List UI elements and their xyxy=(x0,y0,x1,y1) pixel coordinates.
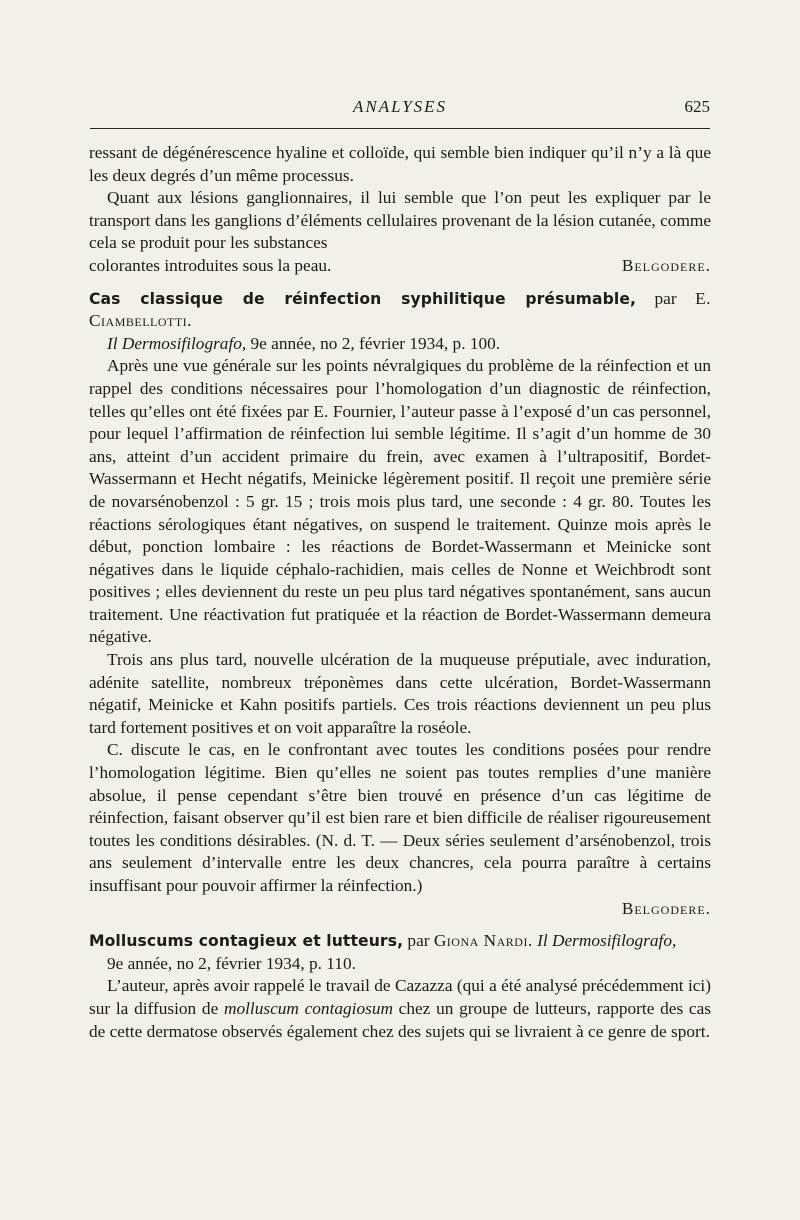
entry-title: Molluscums contagieux et lutteurs, xyxy=(89,932,404,951)
entry-author: E. Ciambellotti. xyxy=(89,288,711,331)
page-body xyxy=(89,142,711,1043)
entry-by: par xyxy=(636,288,696,308)
journal-name: Il Dermosifilografo, xyxy=(537,931,677,951)
entry-paragraph: Trois ans plus tard, nouvelle ulcération de la muqueuse préputiale, avec induration, adénite satellite, nombreux tréponèmes dans cette ulcération, Bordet-Wassermann négatif, Meinicke et Kahn positifs partiels. Ces trois réactions deviennent un peu plus tard fortement positives et on voit apparaître la roséole. xyxy=(89,650,711,737)
emphasized-term: molluscum contagiosum xyxy=(223,998,393,1018)
entry-by: par xyxy=(403,931,434,951)
continuation-last-text: colorantes introduites sous la peau. xyxy=(89,255,332,275)
entry-citation xyxy=(89,333,711,356)
journal-name: Il Dermosifilografo, xyxy=(107,333,247,353)
continuation-paragraph: ressant de dégénérescence hyaline et colloïde, qui semble bien indiquer qu’il n’y a là que les deux degrés d’un même processus. xyxy=(89,143,711,185)
entry-author: Giona Nardi. xyxy=(433,931,533,951)
continuation-last-line xyxy=(89,255,711,278)
running-title: ANALYSES xyxy=(352,97,448,116)
page-number: 625 xyxy=(684,97,710,116)
paragraph-text: L’auteur, après avoir rappelé le travail de Cazazza (qui a été analysé précédemment ici) sur la diffusion de xyxy=(89,976,711,1018)
entry-paragraph xyxy=(89,975,711,1043)
entry-paragraph: Après une vue générale sur les points névralgiques du problème de la réinfection et un rappel des conditions nécessaires pour l’homologation d’un diagnostic de réinfection, telles qu’elles ont été fixées par E. Fournier, l’auteur passe à l’exposé d’un cas personnel, pour lequel l’affirmation de réinfection lui semble légitime. Il s’agit d’un homme de 30 ans, atteint d’un accident primaire du frein, avec examen à l’ultrapositif, Bordet-Wassermann et Hecht négatifs, Meinicke légèrement positif. Il reçoit une première série de novarsénobenzol : 5 gr. 15 ; trois mois plus tard, une seconde : 4 gr. 80. Toutes les réactions sérologiques étant négatives, on suspend le traitement. Quinze mois après le début, ponction lombaire : les réactions de Bordet-Wassermann et Meinicke sont négatives dans le liquide céphalo-rachidien, mais celles de Nonne et Weichbrodt sont positives ; elles deviennent du reste un peu plus tard négatives spontanément, sans aucun traitement. Une réactivation fut pratiquée et la réaction de Bordet-Wassermann demeura négative. xyxy=(89,356,711,647)
entry-citation: 9e année, no 2, février 1934, p. 110. xyxy=(107,953,356,973)
entry-heading xyxy=(89,930,711,953)
entry-title: Cas classique de réinfection syphilitique présumable, xyxy=(89,289,637,308)
citation-details: 9e année, no 2, février 1934, p. 100. xyxy=(246,333,501,353)
continuation-paragraph-2 xyxy=(89,187,711,255)
header-rule xyxy=(90,128,710,129)
signature: Belgodere. xyxy=(621,898,711,918)
entry-heading xyxy=(89,288,711,333)
paragraph-text: chez un groupe de lutteurs, rapporte des cas de cette dermatose observés également chez des sujets qui se livraient à ce genre de sport. xyxy=(89,998,711,1041)
entry-paragraph: C. discute le cas, en le confrontant avec toutes les conditions posées pour rendre l’homologation légitime. Bien qu’elles ne soient pas toutes remplies d’une manière absolue, il pense cependant s’être bien trouvé en présence d’un cas légitime de réinfection, faisant observer qu’il est bien rare et bien difficile de réaliser rigoureusement toutes les conditions désirables. (N. d. T. — Deux séries seulement d’arsénobenzol, trois ans seulement d’intervalle entre les deux chancres, cela pourra paraître à certains insuffisant pour pouvoir affirmer la réinfection.) xyxy=(89,740,711,895)
page-header xyxy=(90,93,710,127)
continuation-text: Quant aux lésions ganglionnaires, il lui semble que l’on peut les expliquer par le transport dans les ganglions d’éléments cellulaires provenant de la lésion cutanée, comme cela se produit pour les substances xyxy=(89,188,711,253)
signature: Belgodere. xyxy=(621,255,711,275)
